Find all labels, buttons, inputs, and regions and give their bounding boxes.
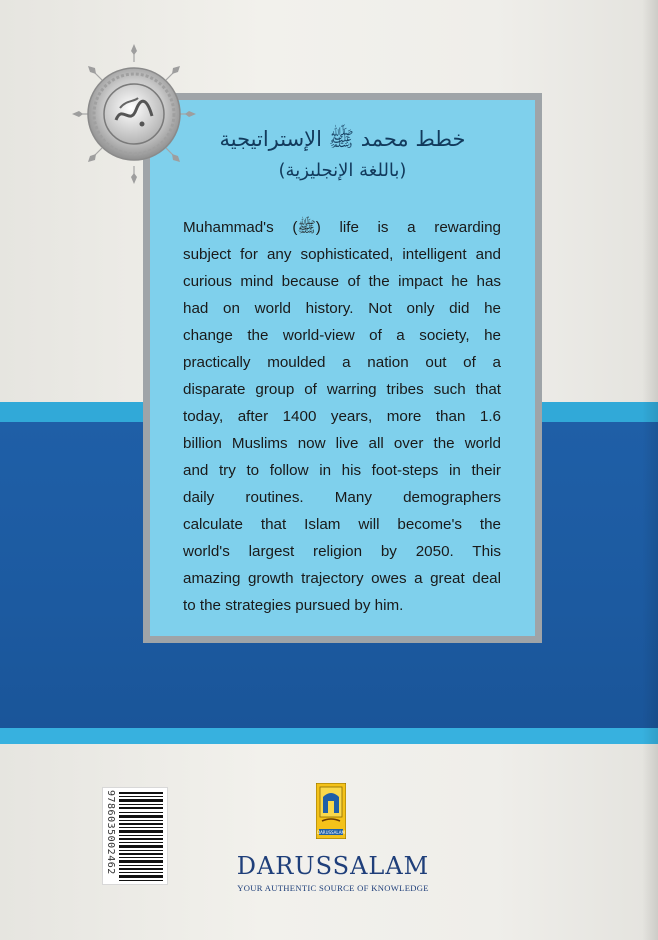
blurb-line: today, after 1400 years, more than 1.6: [183, 408, 501, 425]
blurb-line: and try to follow in his foot-steps in their: [183, 462, 501, 479]
blurb-line: amazing growth trajectory owes a great deal: [183, 570, 501, 587]
blurb-line: had on world history. Not only did he: [183, 300, 501, 317]
blurb-line: subject for any sophisticated, intelligent and: [183, 246, 501, 263]
blurb-line: practically moulded a nation out of a: [183, 354, 501, 371]
blurb-line: disparate group of warring tribes such that: [183, 381, 501, 398]
publisher-name: DARUSSALAM: [236, 852, 430, 880]
blurb-line: Muhammad's (ﷺ) life is a rewarding: [183, 219, 501, 236]
blurb-line: calculate that Islam will become's the: [183, 516, 501, 533]
blurb-line: billion Muslims now live all over the world: [183, 435, 501, 452]
darussalam-logo-icon: [316, 783, 346, 839]
blurb-line: to the strategies pursued by him.: [183, 597, 404, 614]
arabic-subtitle: (باللغة الإنجليزية): [278, 160, 407, 181]
publisher-tagline: YOUR AUTHENTIC SOURCE OF KNOWLEDGE: [237, 883, 429, 893]
cover-edge-shadow: [642, 0, 658, 940]
barcode-number: 9786035002462: [105, 790, 116, 875]
blurb-line: daily routines. Many demographers: [183, 489, 501, 506]
blurb-line: world's largest religion by 2050. This: [183, 543, 501, 560]
blurb-text: [183, 214, 501, 619]
light-blue-stripe-bottom: [0, 728, 658, 744]
logo-text: DARUSSALAM: [317, 830, 345, 835]
blurb-line: change the world-view of a society, he: [183, 327, 501, 344]
arabic-title: خطط محمد ﷺ الإستراتيجية: [219, 127, 466, 151]
blurb-line: curious mind because of the impact he has: [183, 273, 501, 290]
